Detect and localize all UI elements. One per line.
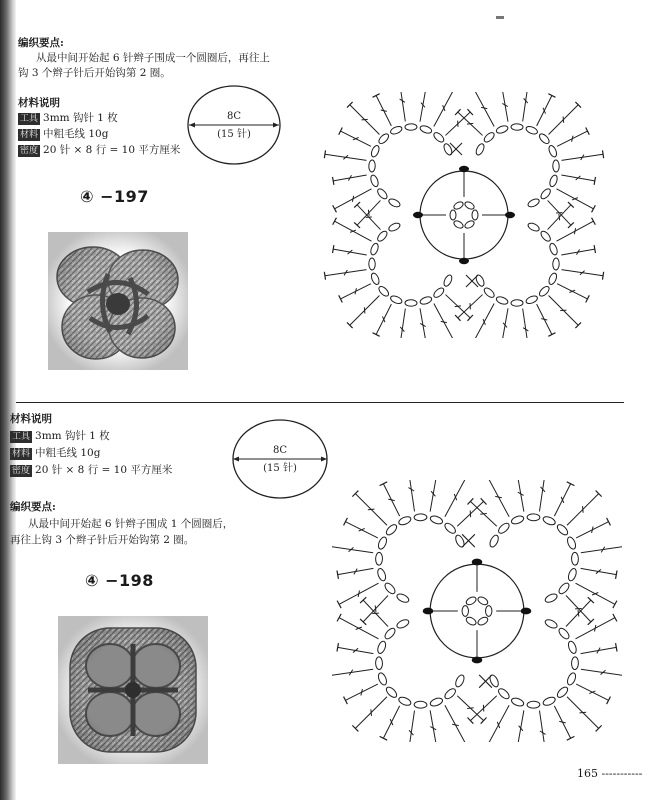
crochet-chart-197 — [318, 92, 610, 342]
petal-chain-stitch — [548, 242, 558, 255]
stitch-crossbar — [580, 712, 587, 713]
center-chain-stitch — [477, 595, 489, 606]
petal-chain-stitch — [542, 696, 556, 707]
stitch-crossbar — [563, 117, 564, 123]
treble-stitch — [408, 711, 414, 742]
stitch-crossbar — [362, 119, 368, 120]
technique-line-198-2: 再往上钩 3 个辫子针后开始钩第 2 圈。 — [10, 534, 195, 546]
center-chain-stitch — [477, 616, 489, 627]
petal-chain-stitch — [432, 131, 445, 144]
tools-label-198: 工具 — [12, 432, 31, 442]
stitch-top-bar — [594, 245, 595, 253]
petal-chain-stitch — [539, 187, 552, 200]
petal-chain-stitch — [542, 515, 556, 526]
stitch-crossbar — [574, 228, 575, 234]
treble-stitch — [502, 92, 508, 122]
material-value-197: 中粗毛线 10g — [43, 128, 109, 140]
treble-stitch — [581, 669, 622, 675]
treble-stitch — [399, 92, 405, 121]
stitch-crossbar — [480, 513, 487, 514]
materials-heading-197: 材料说明 — [18, 97, 60, 109]
stitch-top-bar — [548, 94, 555, 98]
stitch-top-bar — [607, 518, 611, 526]
petal-chain-stitch — [442, 274, 453, 288]
petal-chain-stitch — [405, 124, 417, 131]
stitch-top-bar — [333, 245, 334, 253]
petal-chain-stitch — [443, 521, 457, 535]
tools-value-198: 3mm 钩针 1 枚 — [35, 430, 110, 442]
petal-chain-stitch — [483, 131, 496, 144]
gauge-value-198: 20 针 × 8 行 = 10 平方厘米 — [35, 464, 173, 476]
stitch-top-bar — [324, 272, 325, 280]
petal-chain-stitch — [377, 672, 388, 686]
stitch-top-bar — [567, 736, 575, 740]
petal-chain-stitch — [370, 272, 381, 286]
stitch-top-bar — [333, 177, 334, 185]
petal-chain-stitch — [377, 536, 388, 550]
stitch-crossbar — [560, 310, 566, 311]
stitch-top-bar — [380, 736, 388, 740]
center-chain-stitch — [465, 595, 477, 606]
pattern-code-198: ④ −198 — [85, 571, 154, 590]
treble-stitch — [474, 92, 494, 127]
tools-value-197: 3mm 钩针 1 枚 — [43, 112, 118, 124]
center-chain-stitch — [464, 219, 476, 229]
stitch-top-bar — [339, 128, 343, 135]
technique-heading-197: 编织要点: — [18, 37, 64, 49]
size-bottom-197: (15 针) — [217, 129, 251, 140]
treble-stitch — [399, 309, 405, 338]
petal-chain-stitch — [432, 286, 445, 299]
petal-chain-stitch — [547, 272, 558, 286]
page-number: 165 ----------- — [577, 767, 643, 780]
stitch-top-bar — [339, 295, 343, 302]
petal-chain-stitch — [414, 701, 427, 708]
stitch-crossbar — [364, 307, 365, 313]
tools-label-197: 工具 — [20, 114, 39, 124]
stitch-top-bar — [333, 218, 337, 225]
tools-row-198 — [10, 429, 110, 444]
gauge-label-197: 密度 — [20, 146, 39, 156]
pattern-code-197: ④ −197 — [80, 187, 149, 206]
treble-stitch — [332, 546, 373, 552]
material-row-198 — [10, 446, 100, 461]
center-chain-stitch — [464, 200, 476, 210]
petal-chain-stitch — [419, 124, 432, 134]
petal-chain-stitch — [454, 674, 466, 688]
petal-chain-stitch — [370, 144, 381, 158]
petal-chain-stitch — [443, 687, 457, 701]
slip-stitch-dot — [423, 608, 434, 615]
treble-stitch — [434, 303, 454, 338]
treble-stitch — [445, 705, 466, 742]
petal-chain-stitch — [398, 515, 412, 526]
technique-heading-198: 编织要点: — [10, 501, 56, 513]
stitch-crossbar — [368, 210, 369, 216]
slip-stitch-dot — [505, 212, 515, 218]
swatch-photo-198 — [58, 616, 208, 768]
petal-chain-stitch — [566, 672, 577, 686]
petal-chain-stitch — [376, 567, 387, 581]
stitch-top-bar — [548, 333, 555, 337]
petal-chain-stitch — [511, 300, 523, 307]
technique-line-197-2: 钩 3 个辫子针后开始钩第 2 圈。 — [18, 67, 171, 79]
treble-stitch — [488, 480, 509, 517]
petal-chain-stitch — [398, 696, 412, 707]
petal-chain-stitch — [553, 160, 560, 172]
stitch-crossbar — [578, 610, 579, 617]
stitch-crossbar — [368, 509, 375, 510]
petal-chain-stitch — [495, 295, 508, 305]
petal-chain-stitch — [414, 514, 427, 521]
petal-chain-stitch — [547, 144, 558, 158]
slip-stitch-dot — [472, 559, 483, 566]
center-chain-stitch — [450, 210, 456, 220]
petal-chain-stitch — [497, 687, 511, 701]
treble-stitch — [430, 710, 436, 742]
petal-chain-stitch — [567, 567, 578, 581]
petal-chain-stitch — [369, 258, 376, 270]
stitch-top-bar — [586, 295, 590, 302]
petal-chain-stitch — [475, 143, 486, 157]
swatch-photo-197 — [48, 232, 188, 374]
center-chain-stitch — [465, 616, 477, 627]
petal-chain-stitch — [527, 514, 540, 521]
size-top-198: 8C — [272, 445, 288, 456]
petal-chain-stitch — [527, 222, 541, 233]
petal-chain-stitch — [527, 197, 541, 208]
material-label-198: 材料 — [12, 449, 31, 459]
petal-chain-stitch — [525, 125, 539, 136]
stitch-top-bar — [337, 643, 338, 651]
stitch-crossbar — [375, 605, 376, 612]
slip-stitch-dot — [413, 212, 423, 218]
stitch-crossbar — [371, 709, 372, 716]
petal-chain-stitch — [396, 618, 410, 630]
treble-stitch — [518, 480, 524, 512]
slip-stitch-dot — [459, 166, 469, 172]
petal-chain-stitch — [557, 627, 571, 641]
stitch-crossbar — [441, 321, 447, 322]
petal-chain-stitch — [525, 294, 539, 305]
slip-stitch-dot — [459, 258, 469, 264]
stitch-crossbar — [355, 288, 356, 294]
petal-chain-stitch — [388, 222, 402, 233]
petal-chain-stitch — [389, 294, 403, 305]
petal-chain-stitch — [571, 657, 578, 670]
petal-chain-stitch — [544, 592, 558, 604]
stitch-crossbar — [467, 708, 474, 709]
petal-chain-stitch — [405, 300, 417, 307]
petal-chain-stitch — [488, 534, 500, 548]
stitch-top-bar — [616, 643, 617, 651]
petal-chain-stitch — [483, 286, 496, 299]
petal-chain-stitch — [497, 521, 511, 535]
stitch-top-bar — [344, 518, 348, 526]
stitch-crossbar — [595, 625, 596, 632]
petal-chain-stitch — [389, 125, 403, 136]
petal-chain-stitch — [553, 258, 560, 270]
slip-stitch-dot — [472, 657, 483, 664]
petal-chain-stitch — [527, 701, 540, 708]
petal-chain-stitch — [566, 536, 577, 550]
stitch-crossbar — [495, 496, 502, 497]
petal-chain-stitch — [419, 295, 432, 305]
material-label-197: 材料 — [20, 130, 39, 140]
petal-chain-stitch — [548, 174, 558, 187]
treble-stitch — [408, 480, 414, 511]
stitch-top-bar — [380, 482, 388, 486]
center-chain-stitch — [486, 606, 492, 617]
petal-chain-stitch — [396, 592, 410, 604]
petal-chain-stitch — [539, 230, 552, 243]
stitch-crossbar — [452, 724, 459, 725]
tools-row-197 — [18, 111, 118, 126]
stitch-crossbar — [381, 110, 387, 111]
stitch-top-bar — [586, 128, 590, 135]
book-spine-shadow — [0, 0, 16, 800]
petal-chain-stitch — [495, 124, 508, 134]
material-row-197 — [18, 127, 108, 142]
treble-stitch — [523, 92, 529, 121]
stitch-top-bar — [602, 150, 603, 158]
gauge-row-198 — [10, 463, 172, 478]
stitch-top-bar — [592, 218, 596, 225]
stitch-crossbar — [559, 214, 560, 220]
petal-chain-stitch — [376, 640, 387, 654]
stitch-top-bar — [373, 333, 380, 337]
stitch-crossbar — [467, 123, 473, 124]
petal-chain-stitch — [544, 618, 558, 630]
size-bottom-198: (15 针) — [263, 463, 297, 474]
center-chain-stitch — [462, 606, 468, 617]
stitch-crossbar — [481, 107, 487, 108]
petal-chain-stitch — [383, 627, 397, 641]
gauge-value-197: 20 针 × 8 行 = 10 平方厘米 — [43, 144, 181, 156]
stitch-top-bar — [602, 272, 603, 280]
petal-chain-stitch — [376, 187, 389, 200]
petal-chain-stitch — [571, 552, 578, 565]
petal-chain-stitch — [375, 657, 382, 670]
stitch-top-bar — [344, 697, 348, 705]
petal-chain-stitch — [369, 160, 376, 172]
treble-stitch — [539, 711, 545, 742]
print-mark — [496, 16, 504, 19]
stitch-top-bar — [594, 177, 595, 185]
stitch-top-bar — [373, 94, 380, 98]
stitch-top-bar — [337, 614, 341, 621]
treble-stitch — [420, 308, 426, 338]
petal-chain-stitch — [567, 640, 578, 654]
center-chain-stitch — [453, 200, 465, 210]
center-chain-stitch — [453, 219, 465, 229]
stitch-crossbar — [541, 319, 547, 320]
stitch-top-bar — [613, 614, 617, 621]
petal-chain-stitch — [510, 697, 524, 708]
petal-chain-stitch — [369, 174, 379, 187]
stitch-crossbar — [352, 196, 353, 202]
material-value-198: 中粗毛线 10g — [35, 447, 101, 459]
technique-line-197-1: 从最中间开始起 6 针辫子围成一个圆圈后，再往上 — [36, 52, 270, 64]
size-circle-198 — [230, 418, 330, 500]
petal-chain-stitch — [429, 515, 443, 526]
stitch-top-bar — [616, 570, 617, 578]
treble-stitch — [523, 309, 529, 338]
center-chain-stitch — [472, 210, 478, 220]
petal-chain-stitch — [388, 197, 402, 208]
petal-chain-stitch — [375, 552, 382, 565]
slip-stitch-dot — [521, 608, 532, 615]
petal-chain-stitch — [557, 581, 571, 595]
size-top-197: 8C — [226, 111, 242, 122]
petal-chain-stitch — [383, 581, 397, 595]
petal-chain-stitch — [376, 230, 389, 243]
stitch-top-bar — [613, 601, 617, 608]
stitch-crossbar — [572, 136, 573, 142]
petal-chain-stitch — [511, 124, 523, 131]
stitch-top-bar — [324, 150, 325, 158]
stitch-top-bar — [337, 570, 338, 578]
petal-chain-stitch — [429, 697, 443, 708]
gauge-row-197 — [18, 143, 180, 158]
stitch-crossbar — [358, 590, 359, 597]
gauge-label-198: 密度 — [12, 466, 31, 476]
size-circle-197 — [185, 84, 283, 166]
section-divider — [16, 402, 624, 403]
stitch-top-bar — [567, 482, 575, 486]
stitch-top-bar — [592, 205, 596, 212]
stitch-top-bar — [333, 205, 337, 212]
petal-chain-stitch — [369, 242, 379, 255]
petal-chain-stitch — [510, 515, 524, 526]
crochet-chart-198 — [332, 480, 622, 746]
stitch-top-bar — [607, 697, 611, 705]
stitch-top-bar — [337, 601, 341, 608]
materials-heading-198: 材料说明 — [10, 413, 52, 425]
stitch-crossbar — [583, 506, 584, 513]
treble-stitch — [539, 480, 545, 511]
technique-line-198-1: 从最中间开始起 6 针辫子围成 1 个圆圈后， — [28, 518, 234, 530]
stitch-crossbar — [455, 306, 461, 307]
